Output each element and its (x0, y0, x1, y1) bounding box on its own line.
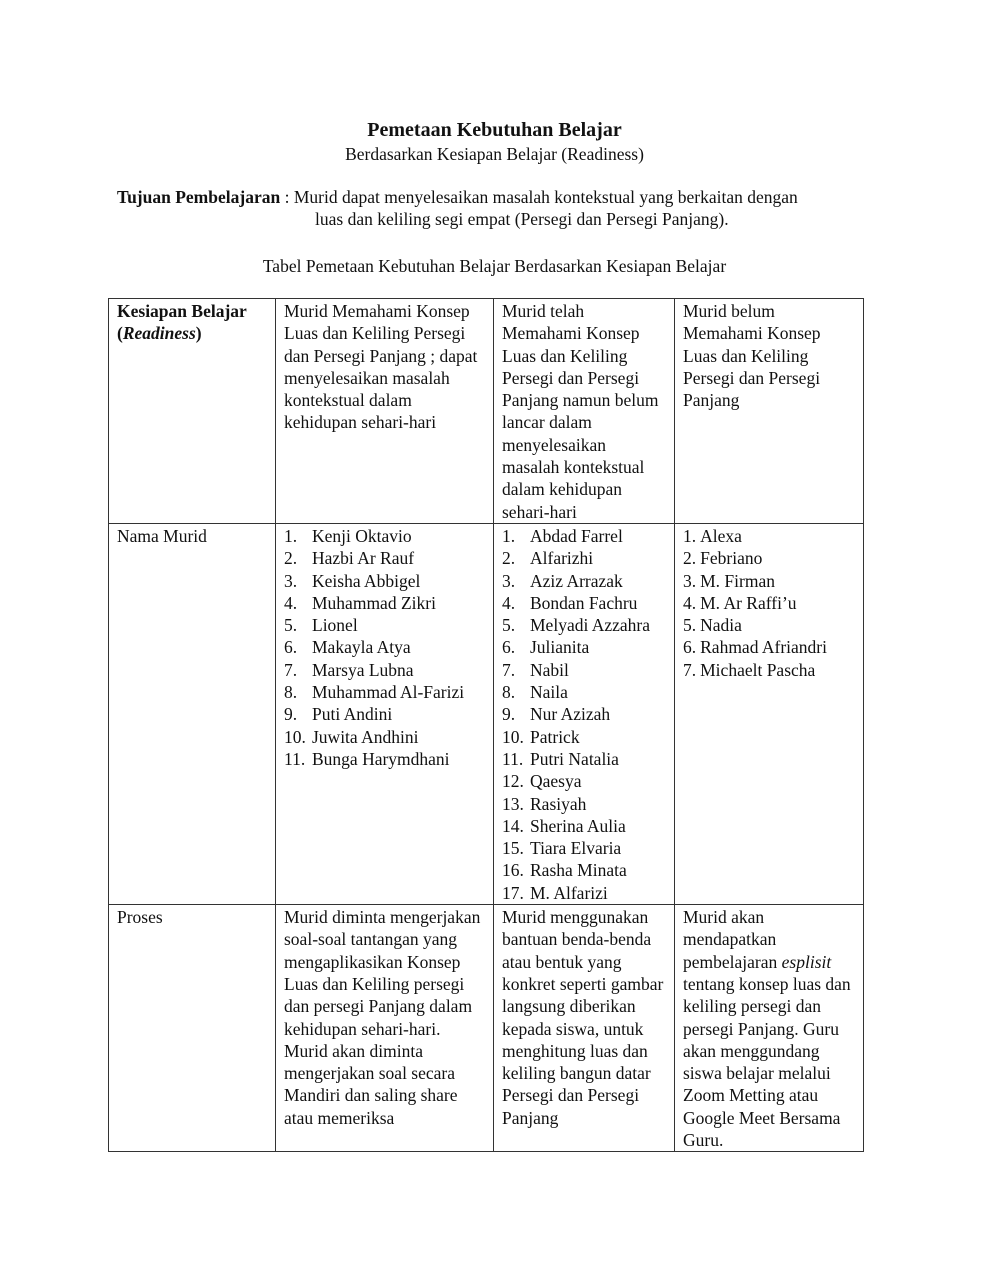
list-item-number: 2. (502, 548, 516, 569)
student-name: Makayla Atya (312, 637, 411, 658)
list-item (502, 726, 666, 748)
list-item (502, 592, 666, 614)
student-name: Rasha Minata (530, 860, 627, 881)
student-name: Marsya Lubna (312, 659, 414, 680)
list-item-number: 10. (284, 726, 306, 747)
process-col4-emphasis: esplisit (781, 951, 832, 972)
readiness-label: Kesiapan Belajar (117, 301, 247, 321)
list-item (502, 703, 666, 725)
student-name: Puti Andini (312, 704, 393, 725)
table-row (109, 299, 864, 524)
page-title: Pemetaan Kebutuhan Belajar (367, 119, 622, 141)
list-item (502, 636, 666, 658)
student-name: Nabil (530, 659, 569, 680)
student-name: Nur Azizah (530, 704, 611, 725)
list-item-number: 7. (502, 659, 516, 680)
table-row (109, 905, 864, 1152)
names-col3 (494, 523, 675, 904)
process-col3: Murid menggunakan bantuan benda-benda atau bentuk yang konkret seperti gambar langsung diberikan kepada siswa, untuk menghitung luas dan keliling bangun datar Persegi dan Persegi Panjang (494, 905, 675, 1152)
learning-objective (117, 186, 887, 230)
list-item-number: 1. (683, 525, 697, 546)
list-item (284, 748, 485, 770)
list-item-number: 7. (284, 659, 298, 680)
list-item (502, 859, 666, 881)
list-item (284, 659, 485, 681)
list-item-number: 8. (284, 682, 298, 703)
student-name: Bondan Fachru (530, 592, 638, 613)
list-item (683, 592, 855, 614)
list-item (683, 570, 855, 592)
process-label-cell: Proses (109, 905, 276, 1152)
names-col4 (675, 523, 864, 904)
student-name: Tiara Elvaria (530, 838, 622, 859)
list-item (502, 659, 666, 681)
student-name: Alfarizhi (530, 548, 594, 569)
student-name: Julianita (530, 637, 590, 658)
student-name: Hazbi Ar Rauf (312, 548, 415, 569)
process-col4-text-b: tentang konsep luas dan keliling persegi dan persegi Panjang. Guru akan menggundang siswa belajar melalui Zoom Metting atau Google Meet Bersama Guru. (683, 973, 851, 1150)
list-item (683, 547, 855, 569)
student-name: Febriano (700, 548, 763, 569)
student-name: Putri Natalia (530, 748, 619, 769)
list-item (502, 525, 666, 547)
list-item (502, 614, 666, 636)
names-col2 (276, 523, 494, 904)
student-name: Alexa (700, 525, 742, 546)
header-col4: Murid belum Memahami Konsep Luas dan Keliling Persegi dan Persegi Panjang (675, 299, 864, 524)
list-item-number: 4. (683, 592, 697, 613)
list-item (284, 570, 485, 592)
table-caption: Tabel Pemetaan Kebutuhan Belajar Berdasarkan Kesiapan Belajar (262, 256, 727, 276)
list-item (284, 726, 485, 748)
list-item-number: 9. (284, 704, 298, 725)
list-item-number: 16. (502, 860, 524, 881)
list-item-number: 1. (284, 525, 298, 546)
page-subtitle: Berdasarkan Kesiapan Belajar (Readiness) (345, 144, 644, 164)
student-name: Naila (530, 682, 568, 703)
student-list (502, 525, 666, 904)
student-name: Muhammad Zikri (312, 592, 436, 613)
process-col2: Murid diminta mengerjakan soal-soal tantangan yang mengaplikasikan Konsep Luas dan Keliling persegi dan persegi Panjang dalam kehidupan sehari-hari. Murid akan diminta mengerjakan soal secara Mandiri dan saling share atau memeriksa (276, 905, 494, 1152)
list-item-number: 13. (502, 793, 524, 814)
list-item-number: 5. (284, 615, 298, 636)
student-name: Juwita Andhini (312, 726, 419, 747)
list-item-number: 3. (284, 570, 298, 591)
list-item-number: 5. (683, 615, 697, 636)
student-name: Patrick (530, 726, 580, 747)
student-name: M. Ar Raffi’u (700, 592, 797, 613)
names-label-cell: Nama Murid (109, 523, 276, 904)
list-item (502, 748, 666, 770)
list-item-number: 10. (502, 726, 524, 747)
list-item (502, 882, 666, 904)
list-item-number: 2. (683, 548, 697, 569)
list-item-number: 2. (284, 548, 298, 569)
header-col3: Murid telah Memahami Konsep Luas dan Keliling Persegi dan Persegi Panjang namun belum lancar dalam menyelesaikan masalah kontekstual dalam kehidupan sehari-hari (494, 299, 675, 524)
student-name: Rahmad Afriandri (700, 637, 827, 658)
student-name: Michaelt Pascha (700, 659, 816, 680)
list-item-number: 3. (683, 570, 697, 591)
list-item-number: 11. (502, 748, 524, 769)
student-name: M. Alfarizi (530, 882, 608, 903)
list-item (683, 636, 855, 658)
objective-label: Tujuan Pembelajaran (117, 187, 281, 207)
list-item-number: 4. (284, 592, 298, 613)
student-list (683, 525, 855, 681)
readiness-table (108, 298, 864, 1152)
student-name: Kenji Oktavio (312, 525, 412, 546)
student-name: M. Firman (700, 570, 775, 591)
objective-separator: : (280, 187, 294, 207)
list-item-number: 9. (502, 704, 516, 725)
list-item (284, 636, 485, 658)
list-item-number: 6. (284, 637, 298, 658)
student-name: Sherina Aulia (530, 815, 626, 836)
list-item (502, 547, 666, 569)
list-item-number: 4. (502, 592, 516, 613)
list-item-number: 6. (683, 637, 697, 658)
list-item (284, 592, 485, 614)
list-item-number: 15. (502, 838, 524, 859)
student-name: Aziz Arrazak (530, 570, 623, 591)
list-item (284, 525, 485, 547)
student-name: Bunga Harymdhani (312, 748, 450, 769)
list-item-number: 14. (502, 815, 524, 836)
list-item (284, 547, 485, 569)
student-name: Melyadi Azzahra (530, 615, 651, 636)
readiness-sublabel: Readiness (122, 323, 196, 344)
list-item-number: 1. (502, 525, 516, 546)
list-item (683, 659, 855, 681)
list-item (683, 525, 855, 547)
list-item-number: 17. (502, 882, 524, 903)
process-col4-text-a: Murid akan mendapatkan pembelajaran (683, 907, 782, 972)
table-row (109, 523, 864, 904)
student-name: Keisha Abbigel (312, 570, 421, 591)
list-item (502, 570, 666, 592)
list-item-number: 11. (284, 748, 306, 769)
list-item (502, 815, 666, 837)
list-item (502, 837, 666, 859)
student-name: Muhammad Al-Farizi (312, 682, 465, 703)
list-item-number: 5. (502, 615, 516, 636)
header-label-cell: Kesiapan Belajar (Readiness) (109, 299, 276, 524)
list-item (683, 614, 855, 636)
list-item-number: 7. (683, 659, 697, 680)
list-item (502, 793, 666, 815)
list-item-number: 12. (502, 771, 524, 792)
list-item (284, 681, 485, 703)
list-item (502, 681, 666, 703)
student-name: Nadia (700, 615, 742, 636)
student-name: Abdad Farrel (530, 525, 623, 546)
list-item (284, 614, 485, 636)
objective-line1: Murid dapat menyelesaikan masalah kontekstual yang berkaitan dengan (293, 187, 798, 207)
student-list (284, 525, 485, 770)
student-name: Lionel (312, 615, 358, 636)
list-item-number: 8. (502, 682, 516, 703)
list-item (284, 703, 485, 725)
objective-line2: luas dan keliling segi empat (Persegi dan Persegi Panjang). (315, 209, 729, 229)
list-item-number: 6. (502, 637, 516, 658)
student-name: Qaesya (530, 771, 582, 792)
list-item-number: 3. (502, 570, 516, 591)
process-col4 (675, 905, 864, 1152)
header-col2: Murid Memahami Konsep Luas dan Keliling Persegi dan Persegi Panjang ; dapat menyelesaikan masalah kontekstual dalam kehidupan sehari-hari (276, 299, 494, 524)
list-item (502, 770, 666, 792)
student-name: Rasiyah (530, 793, 587, 814)
